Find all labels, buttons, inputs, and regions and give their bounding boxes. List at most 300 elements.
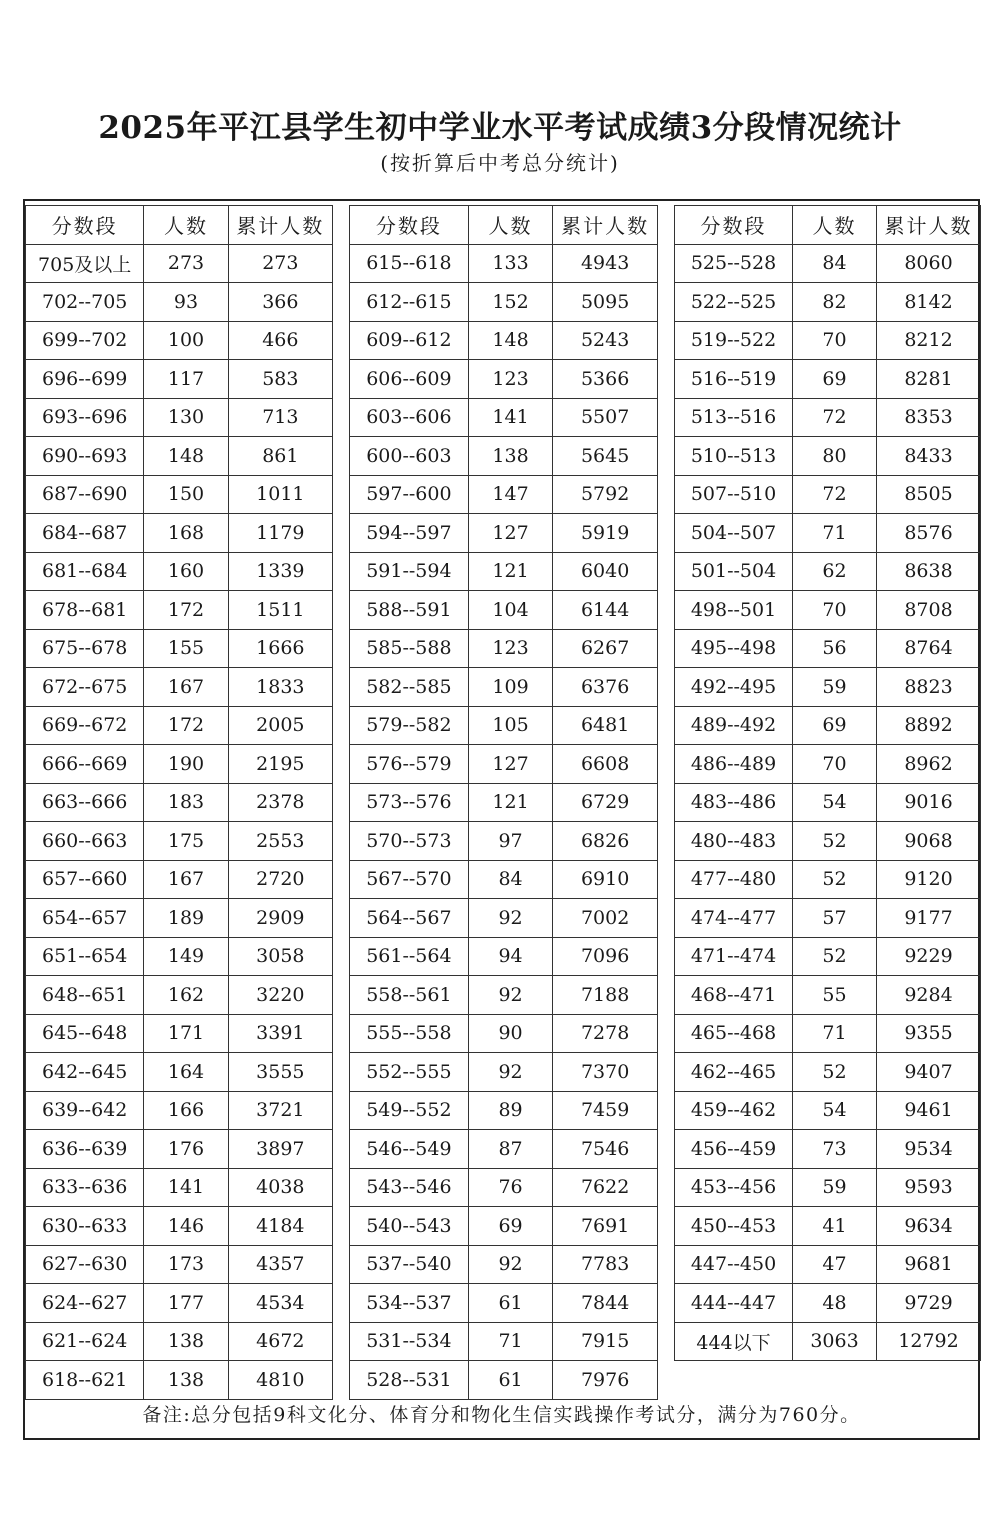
cumulative-cell: 6267	[553, 629, 658, 668]
table-row	[26, 1168, 333, 1207]
table-row	[26, 283, 333, 322]
table-row	[675, 822, 981, 861]
count-cell: 167	[144, 668, 228, 707]
table-row	[675, 1168, 981, 1207]
score-range-cell: 615--618	[350, 244, 469, 283]
cumulative-cell: 7459	[553, 1091, 658, 1130]
table-row	[675, 1284, 981, 1323]
cumulative-cell: 9068	[877, 822, 981, 861]
score-range-cell: 699--702	[26, 321, 144, 360]
table-row	[26, 437, 333, 476]
header-row	[675, 206, 981, 245]
score-range-cell: 633--636	[26, 1168, 144, 1207]
cumulative-cell: 7622	[553, 1168, 658, 1207]
score-range-cell: 504--507	[675, 514, 793, 553]
score-range-cell: 693--696	[26, 398, 144, 437]
score-range-cell: 447--450	[675, 1245, 793, 1284]
table-row	[26, 899, 333, 938]
cumulative-cell: 5095	[553, 283, 658, 322]
score-range-cell: 573--576	[350, 783, 469, 822]
cumulative-cell: 3721	[228, 1091, 332, 1130]
cumulative-cell: 7844	[553, 1284, 658, 1323]
table-row	[675, 706, 981, 745]
table-row	[26, 629, 333, 668]
count-cell: 84	[793, 244, 877, 283]
count-cell: 54	[793, 783, 877, 822]
table-row	[26, 321, 333, 360]
count-cell: 148	[468, 321, 553, 360]
count-cell: 147	[468, 475, 553, 514]
table-row	[350, 244, 658, 283]
score-range-cell: 687--690	[26, 475, 144, 514]
cumulative-cell: 6826	[553, 822, 658, 861]
table-row	[675, 514, 981, 553]
cumulative-cell: 2909	[228, 899, 332, 938]
table-row	[26, 1284, 333, 1323]
cumulative-cell: 3391	[228, 1014, 332, 1053]
header-score-range: 分数段	[675, 206, 793, 245]
cumulative-cell: 1833	[228, 668, 332, 707]
cumulative-cell: 7691	[553, 1207, 658, 1246]
count-cell: 138	[144, 1322, 228, 1361]
table-row	[350, 1322, 658, 1361]
table-row	[26, 706, 333, 745]
table-row	[350, 321, 658, 360]
cumulative-cell: 8892	[877, 706, 981, 745]
count-cell: 152	[468, 283, 553, 322]
count-cell: 84	[468, 860, 553, 899]
score-range-cell: 609--612	[350, 321, 469, 360]
header-score-range: 分数段	[26, 206, 144, 245]
table-row	[26, 668, 333, 707]
cumulative-cell: 3058	[228, 937, 332, 976]
table-row	[350, 1053, 658, 1092]
count-cell: 76	[468, 1168, 553, 1207]
count-cell: 175	[144, 822, 228, 861]
cumulative-cell: 8638	[877, 552, 981, 591]
cumulative-cell: 1179	[228, 514, 332, 553]
count-cell: 70	[793, 321, 877, 360]
cumulative-cell: 9634	[877, 1207, 981, 1246]
table-row	[350, 1014, 658, 1053]
count-cell: 87	[468, 1130, 553, 1169]
cumulative-cell: 12792	[877, 1322, 981, 1361]
page-subtitle: (按折算后中考总分统计)	[380, 151, 620, 175]
table-row	[675, 321, 981, 360]
cumulative-cell: 1511	[228, 591, 332, 630]
count-cell: 52	[793, 937, 877, 976]
table-row	[350, 860, 658, 899]
table-row	[350, 745, 658, 784]
table-row	[26, 783, 333, 822]
count-cell: 61	[468, 1284, 553, 1323]
score-range-cell: 627--630	[26, 1245, 144, 1284]
table-row	[675, 668, 981, 707]
table-row	[26, 552, 333, 591]
score-range-cell: 690--693	[26, 437, 144, 476]
count-cell: 105	[468, 706, 553, 745]
score-range-cell: 510--513	[675, 437, 793, 476]
cumulative-cell: 4672	[228, 1322, 332, 1361]
count-cell: 97	[468, 822, 553, 861]
cumulative-cell: 9407	[877, 1053, 981, 1092]
score-range-cell: 522--525	[675, 283, 793, 322]
table-row	[26, 398, 333, 437]
score-range-cell: 516--519	[675, 360, 793, 399]
table-row	[350, 1207, 658, 1246]
count-cell: 90	[468, 1014, 553, 1053]
table-row	[350, 783, 658, 822]
count-cell: 172	[144, 591, 228, 630]
cumulative-cell: 9461	[877, 1091, 981, 1130]
score-range-cell: 696--699	[26, 360, 144, 399]
cumulative-cell: 7783	[553, 1245, 658, 1284]
count-cell: 141	[144, 1168, 228, 1207]
count-cell: 52	[793, 860, 877, 899]
score-range-cell: 561--564	[350, 937, 469, 976]
score-range-cell: 498--501	[675, 591, 793, 630]
count-cell: 183	[144, 783, 228, 822]
score-range-cell: 582--585	[350, 668, 469, 707]
cumulative-cell: 2720	[228, 860, 332, 899]
count-cell: 94	[468, 937, 553, 976]
cumulative-cell: 6376	[553, 668, 658, 707]
score-range-cell: 519--522	[675, 321, 793, 360]
score-table-panel-2	[349, 205, 658, 1400]
cumulative-cell: 9120	[877, 860, 981, 899]
table-row	[350, 668, 658, 707]
cumulative-cell: 6040	[553, 552, 658, 591]
cumulative-cell: 7188	[553, 976, 658, 1015]
score-range-cell: 660--663	[26, 822, 144, 861]
table-row	[26, 822, 333, 861]
count-cell: 52	[793, 1053, 877, 1092]
score-range-cell: 507--510	[675, 475, 793, 514]
count-cell: 104	[468, 591, 553, 630]
score-range-cell: 702--705	[26, 283, 144, 322]
table-row	[675, 244, 981, 283]
cumulative-cell: 8764	[877, 629, 981, 668]
cumulative-cell: 366	[228, 283, 332, 322]
count-cell: 92	[468, 976, 553, 1015]
score-range-cell: 621--624	[26, 1322, 144, 1361]
cumulative-cell: 9593	[877, 1168, 981, 1207]
cumulative-cell: 4357	[228, 1245, 332, 1284]
count-cell: 117	[144, 360, 228, 399]
count-cell: 130	[144, 398, 228, 437]
score-range-cell: 705及以上	[26, 244, 144, 283]
count-cell: 55	[793, 976, 877, 1015]
score-range-cell: 630--633	[26, 1207, 144, 1246]
table-row	[675, 1091, 981, 1130]
count-cell: 173	[144, 1245, 228, 1284]
cumulative-cell: 8823	[877, 668, 981, 707]
cumulative-cell: 6910	[553, 860, 658, 899]
count-cell: 172	[144, 706, 228, 745]
count-cell: 72	[793, 398, 877, 437]
score-range-cell: 537--540	[350, 1245, 469, 1284]
cumulative-cell: 466	[228, 321, 332, 360]
table-row	[675, 976, 981, 1015]
count-cell: 71	[793, 1014, 877, 1053]
score-range-cell: 480--483	[675, 822, 793, 861]
score-range-cell: 444--447	[675, 1284, 793, 1323]
table-row	[675, 860, 981, 899]
cumulative-cell: 861	[228, 437, 332, 476]
cumulative-cell: 5645	[553, 437, 658, 476]
score-range-cell: 531--534	[350, 1322, 469, 1361]
count-cell: 160	[144, 552, 228, 591]
cumulative-cell: 9681	[877, 1245, 981, 1284]
score-range-cell: 471--474	[675, 937, 793, 976]
table-row	[675, 552, 981, 591]
cumulative-cell: 273	[228, 244, 332, 283]
cumulative-cell: 8962	[877, 745, 981, 784]
cumulative-cell: 7976	[553, 1361, 658, 1400]
table-row	[26, 745, 333, 784]
cumulative-cell: 6608	[553, 745, 658, 784]
count-cell: 47	[793, 1245, 877, 1284]
cumulative-cell: 8505	[877, 475, 981, 514]
table-row	[675, 475, 981, 514]
cumulative-cell: 9177	[877, 899, 981, 938]
table-row	[26, 360, 333, 399]
score-range-cell: 459--462	[675, 1091, 793, 1130]
score-range-cell: 645--648	[26, 1014, 144, 1053]
table-row	[350, 1245, 658, 1284]
count-cell: 71	[468, 1322, 553, 1361]
cumulative-cell: 7370	[553, 1053, 658, 1092]
count-cell: 273	[144, 244, 228, 283]
score-range-cell: 555--558	[350, 1014, 469, 1053]
score-range-cell: 474--477	[675, 899, 793, 938]
table-row	[26, 514, 333, 553]
count-cell: 52	[793, 822, 877, 861]
score-range-cell: 489--492	[675, 706, 793, 745]
count-cell: 121	[468, 552, 553, 591]
cumulative-cell: 6144	[553, 591, 658, 630]
header-cumulative: 累计人数	[877, 206, 981, 245]
cumulative-cell: 4810	[228, 1361, 332, 1400]
score-range-cell: 546--549	[350, 1130, 469, 1169]
cumulative-cell: 5243	[553, 321, 658, 360]
cumulative-cell: 5366	[553, 360, 658, 399]
count-cell: 171	[144, 1014, 228, 1053]
table-row	[350, 1284, 658, 1323]
cumulative-cell: 9355	[877, 1014, 981, 1053]
table-row	[675, 899, 981, 938]
table-row	[26, 591, 333, 630]
score-range-cell: 528--531	[350, 1361, 469, 1400]
table-row	[675, 1207, 981, 1246]
score-range-cell: 672--675	[26, 668, 144, 707]
cumulative-cell: 7546	[553, 1130, 658, 1169]
score-range-cell: 618--621	[26, 1361, 144, 1400]
score-table-panel-3	[674, 205, 981, 1361]
score-range-cell: 576--579	[350, 745, 469, 784]
header-score-range: 分数段	[350, 206, 469, 245]
table-row	[675, 1130, 981, 1169]
table-row	[675, 1322, 981, 1361]
score-range-cell: 567--570	[350, 860, 469, 899]
count-cell: 138	[144, 1361, 228, 1400]
table-row	[675, 629, 981, 668]
score-range-cell: 603--606	[350, 398, 469, 437]
score-range-cell: 642--645	[26, 1053, 144, 1092]
table-row	[350, 514, 658, 553]
table-row	[26, 475, 333, 514]
table-row	[26, 1245, 333, 1284]
cumulative-cell: 1666	[228, 629, 332, 668]
cumulative-cell: 2378	[228, 783, 332, 822]
table-row	[350, 398, 658, 437]
count-cell: 72	[793, 475, 877, 514]
score-range-cell: 486--489	[675, 745, 793, 784]
table-row	[26, 976, 333, 1015]
cumulative-cell: 4184	[228, 1207, 332, 1246]
score-range-cell: 591--594	[350, 552, 469, 591]
score-range-cell: 501--504	[675, 552, 793, 591]
cumulative-cell: 713	[228, 398, 332, 437]
count-cell: 127	[468, 745, 553, 784]
cumulative-cell: 8212	[877, 321, 981, 360]
table-row	[350, 552, 658, 591]
header-cumulative: 累计人数	[228, 206, 332, 245]
score-range-cell: 654--657	[26, 899, 144, 938]
table-row	[350, 976, 658, 1015]
score-range-cell: 597--600	[350, 475, 469, 514]
score-range-cell: 540--543	[350, 1207, 469, 1246]
count-cell: 141	[468, 398, 553, 437]
count-cell: 73	[793, 1130, 877, 1169]
count-cell: 109	[468, 668, 553, 707]
score-range-cell: 495--498	[675, 629, 793, 668]
score-range-cell: 648--651	[26, 976, 144, 1015]
cumulative-cell: 4534	[228, 1284, 332, 1323]
header-count: 人数	[144, 206, 228, 245]
score-range-cell: 525--528	[675, 244, 793, 283]
table-row	[350, 822, 658, 861]
score-range-cell: 585--588	[350, 629, 469, 668]
count-cell: 100	[144, 321, 228, 360]
score-range-cell: 549--552	[350, 1091, 469, 1130]
count-cell: 148	[144, 437, 228, 476]
cumulative-cell: 8576	[877, 514, 981, 553]
table-row	[675, 437, 981, 476]
table-row	[26, 1053, 333, 1092]
footnote: 备注:总分包括9科文化分、体育分和物化生信实践操作考试分，满分为760分。	[142, 1404, 861, 1426]
cumulative-cell: 9729	[877, 1284, 981, 1323]
header-count: 人数	[793, 206, 877, 245]
score-range-cell: 570--573	[350, 822, 469, 861]
score-range-cell: 456--459	[675, 1130, 793, 1169]
count-cell: 70	[793, 591, 877, 630]
score-range-cell: 678--681	[26, 591, 144, 630]
table-row	[675, 360, 981, 399]
cumulative-cell: 5507	[553, 398, 658, 437]
cumulative-cell: 3220	[228, 976, 332, 1015]
score-range-cell: 453--456	[675, 1168, 793, 1207]
cumulative-cell: 8433	[877, 437, 981, 476]
score-range-cell: 552--555	[350, 1053, 469, 1092]
score-range-cell: 663--666	[26, 783, 144, 822]
cumulative-cell: 6481	[553, 706, 658, 745]
table-row	[26, 1130, 333, 1169]
score-range-cell: 669--672	[26, 706, 144, 745]
score-range-cell: 594--597	[350, 514, 469, 553]
score-range-cell: 483--486	[675, 783, 793, 822]
table-row	[675, 1014, 981, 1053]
count-cell: 69	[468, 1207, 553, 1246]
count-cell: 54	[793, 1091, 877, 1130]
count-cell: 189	[144, 899, 228, 938]
table-row	[350, 437, 658, 476]
cumulative-cell: 1339	[228, 552, 332, 591]
cumulative-cell: 8060	[877, 244, 981, 283]
cumulative-cell: 8281	[877, 360, 981, 399]
count-cell: 59	[793, 1168, 877, 1207]
count-cell: 133	[468, 244, 553, 283]
header-cumulative: 累计人数	[553, 206, 658, 245]
table-row	[26, 1322, 333, 1361]
cumulative-cell: 8353	[877, 398, 981, 437]
score-range-cell: 606--609	[350, 360, 469, 399]
count-cell: 61	[468, 1361, 553, 1400]
table-row	[26, 244, 333, 283]
cumulative-cell: 6729	[553, 783, 658, 822]
score-range-cell: 639--642	[26, 1091, 144, 1130]
cumulative-cell: 2195	[228, 745, 332, 784]
cumulative-cell: 7002	[553, 899, 658, 938]
count-cell: 166	[144, 1091, 228, 1130]
table-row	[675, 783, 981, 822]
score-range-cell: 612--615	[350, 283, 469, 322]
score-range-cell: 513--516	[675, 398, 793, 437]
table-row	[675, 591, 981, 630]
table-row	[26, 937, 333, 976]
cumulative-cell: 7096	[553, 937, 658, 976]
cumulative-cell: 3555	[228, 1053, 332, 1092]
table-row	[26, 1091, 333, 1130]
cumulative-cell: 2005	[228, 706, 332, 745]
score-range-cell: 675--678	[26, 629, 144, 668]
score-range-cell: 600--603	[350, 437, 469, 476]
header-row	[26, 206, 333, 245]
count-cell: 62	[793, 552, 877, 591]
score-range-cell: 450--453	[675, 1207, 793, 1246]
cumulative-cell: 9016	[877, 783, 981, 822]
table-row	[675, 283, 981, 322]
score-range-cell: 558--561	[350, 976, 469, 1015]
cumulative-cell: 5792	[553, 475, 658, 514]
table-row	[350, 591, 658, 630]
table-row	[350, 937, 658, 976]
score-range-cell: 684--687	[26, 514, 144, 553]
table-row	[675, 745, 981, 784]
table-row	[350, 899, 658, 938]
score-range-cell: 543--546	[350, 1168, 469, 1207]
count-cell: 190	[144, 745, 228, 784]
count-cell: 41	[793, 1207, 877, 1246]
table-row	[26, 860, 333, 899]
count-cell: 89	[468, 1091, 553, 1130]
cumulative-cell: 4943	[553, 244, 658, 283]
count-cell: 176	[144, 1130, 228, 1169]
score-table-panel-1	[25, 205, 333, 1400]
count-cell: 162	[144, 976, 228, 1015]
count-cell: 92	[468, 1053, 553, 1092]
cumulative-cell: 4038	[228, 1168, 332, 1207]
